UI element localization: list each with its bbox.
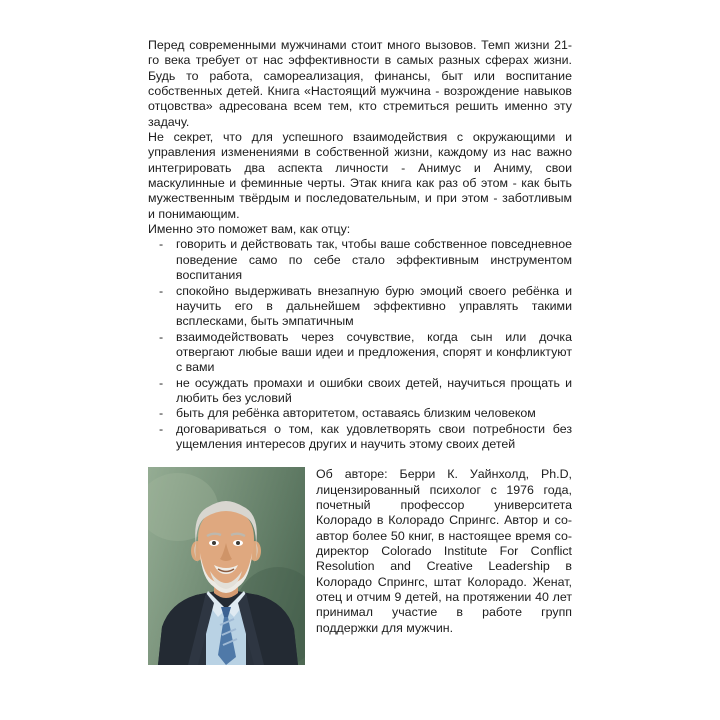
benefits-list-intro: Именно это поможет вам, как отцу:: [148, 222, 351, 237]
list-item-text: договариваться о том, как удовлетворять свои потребности без ущемления интересов других и научить этому своих детей: [176, 421, 572, 451]
bullet-dash: -: [159, 375, 164, 390]
back-cover-text-block: [148, 38, 572, 665]
list-item: [148, 330, 572, 376]
author-bio: Об авторе: Берри К. Уайнхолд, Ph.D, лицензированный психолог с 1976 года, почетный профессор университета Колорадо в Колорадо Спрингс. Автор и со-автор более 50 книг, в настоящее время со-директор Colorado Institute For Conflict Resolution and Creative Leadership в Колорадо Спрингс, штат Колорадо. Женат, отец и отчим 9 детей, на протяжении 40 лет принимал участие в работе групп поддержки для мужчин.: [316, 467, 572, 635]
list-item: [148, 237, 572, 283]
author-section: [148, 467, 572, 665]
author-photo: [148, 467, 305, 665]
bullet-dash: -: [159, 406, 164, 421]
list-item-text: быть для ребёнка авторитетом, оставаясь близким человеком: [176, 406, 536, 421]
list-item: [148, 284, 572, 330]
list-item: [148, 406, 572, 421]
list-item-text: не осуждать промахи и ошибки своих детей, научиться прощать и любить без условий: [176, 375, 572, 405]
bullet-dash: -: [159, 329, 164, 344]
bullet-dash: -: [159, 237, 164, 252]
benefits-list: [148, 237, 572, 452]
list-item: [148, 422, 572, 453]
list-item: [148, 376, 572, 407]
list-item-text: говорить и действовать так, чтобы ваше собственное повседневное поведение само по себе стало эффективным инструментом воспитания: [176, 237, 572, 283]
intro-paragraph-2: Не секрет, что для успешного взаимодействия с окружающими и управления изменениями в собственной жизни, каждому из нас важно интегрировать два аспекта личности - Анимус и Аниму, свои маскулинные и феминные черты. Этак книга как раз об этом - как быть мужественным твёрдым и последовательным, и при этом - заботливым и понимающим.: [148, 130, 572, 221]
bullet-dash: -: [159, 421, 164, 436]
bullet-dash: -: [159, 283, 164, 298]
list-item-text: спокойно выдерживать внезапную бурю эмоций своего ребёнка и научить его в дальнейшем эффективно управлять такими всплесками, быть эмпатичным: [176, 283, 572, 329]
list-item-text: взаимодействовать через сочувствие, когда сын или дочка отвергают любые ваши идеи и предложения, спорят и конфликтуют с вами: [176, 329, 572, 375]
intro-paragraph-1: Перед современными мужчинами стоит много вызовов. Темп жизни 21-го века требует от нас эффективности в самых разных сферах жизни. Будь то работа, самореализация, финансы, быт или воспитание собственных детей. Книга «Настоящий мужчина - возрождение навыков отцовства» адресована всем тем, кто стремиться решить именно эту задачу.: [148, 38, 572, 129]
author-portrait-illustration: [148, 467, 305, 665]
